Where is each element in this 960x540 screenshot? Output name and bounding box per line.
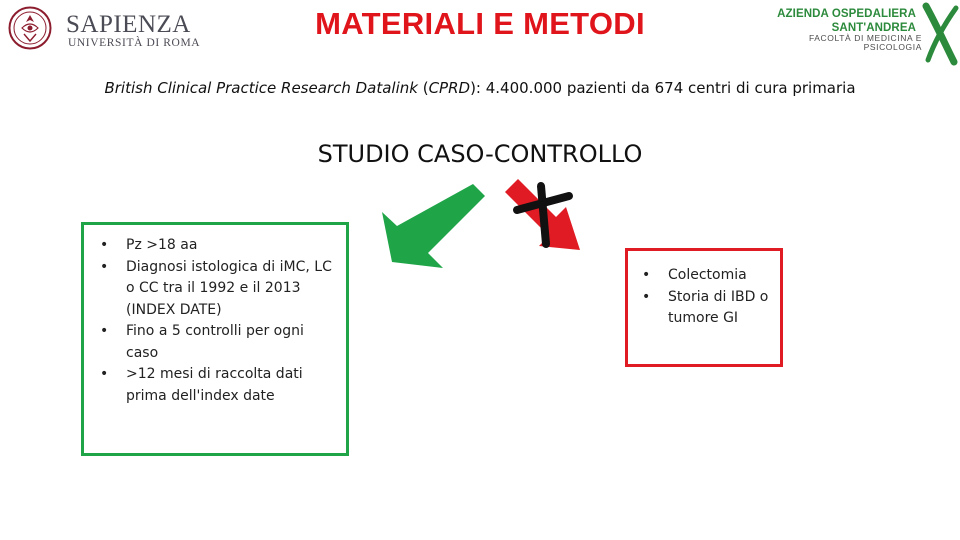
criterion-text: Pz >18 aa <box>126 237 198 253</box>
sapienza-name: SAPIENZA <box>66 11 191 38</box>
hospital-name-line2: SANT'ANDREA <box>831 22 916 34</box>
exclusion-criteria-list <box>642 265 774 330</box>
inclusion-criteria-box <box>81 222 349 456</box>
bullet: • <box>642 267 651 283</box>
dataset-details: ): 4.400.000 pazienti da 674 centri di cura primaria <box>470 79 856 97</box>
exclusion-criteria-box <box>625 248 783 367</box>
include-arrow-icon <box>382 184 485 268</box>
criterion-text: Diagnosi istologica di iMC, LC o CC tra il 1992 e il 2013 (INDEX DATE) <box>126 258 332 318</box>
criterion-text: >12 mesi di raccolta dati prima dell'index date <box>126 366 303 404</box>
list-item <box>100 321 338 364</box>
criterion-text: Fino a 5 controlli per ogni caso <box>126 323 304 361</box>
inclusion-criteria-list <box>100 235 338 407</box>
hospital-name-line1: AZIENDA OSPEDALIERA <box>777 8 916 20</box>
open-paren: ( <box>417 79 429 97</box>
dataset-name: British Clinical Practice Research Datalink <box>104 79 418 97</box>
list-item <box>100 235 338 257</box>
bullet: • <box>642 288 651 305</box>
bullet: • <box>100 237 109 253</box>
list-item <box>100 257 338 322</box>
faculty-label-line1: FACOLTÀ DI MEDICINA E <box>808 33 922 43</box>
bullet: • <box>100 258 109 275</box>
page-title: MATERIALI E METODI <box>315 6 645 41</box>
bullet: • <box>100 323 109 339</box>
faculty-label-line2: PSICOLOGIA <box>863 42 922 52</box>
dataset-acronym: CPRD <box>428 79 471 97</box>
list-item <box>642 265 774 287</box>
list-item <box>642 287 774 330</box>
sapienza-subtitle: UNIVERSITÀ DI ROMA <box>68 37 201 49</box>
criterion-text: Colectomia <box>668 267 747 283</box>
criterion-text: Storia di IBD o tumore GI <box>668 288 769 326</box>
study-design-title: STUDIO CASO-CONTROLLO <box>317 140 643 168</box>
bullet: • <box>100 366 109 382</box>
list-item <box>100 364 338 407</box>
